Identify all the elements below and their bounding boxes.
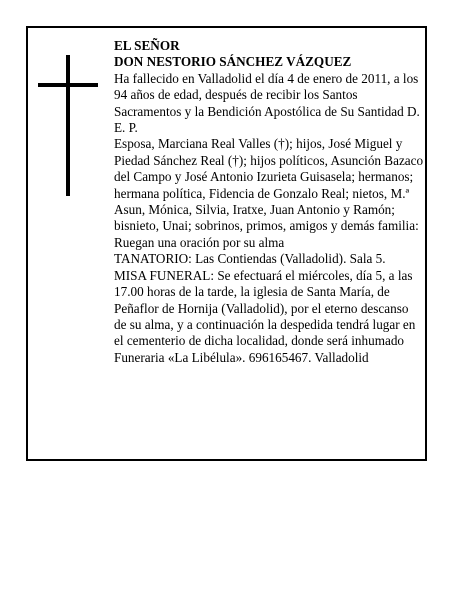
cross-vertical-bar xyxy=(66,55,70,196)
obituary-text xyxy=(114,38,424,366)
funeral-service-contact: Funeraria «La Libélula». 696165467. Valladolid xyxy=(114,349,369,365)
family-list: Esposa, Marciana Real Valles (†); hijos, José Miguel y Piedad Sánchez Real (†); hijos políticos, Asunción Bazaco del Campo y José Antonio Izurieta Guisasela; hermanos; hermana política, Fidencia de Gonzalo Real; nietos, M.ª Asun, Mónica, Silvia, Iratxe, Juan Antonio y Ramón; bisnieto, Unai; sobrinos, primos, amigos y demás familia: xyxy=(114,136,424,234)
funeral-mass-details: MISA FUNERAL: Se efectuará el miércoles, día 5, a las 17.00 horas de la tarde, la iglesia de Santa María, de Peñaflor de Hornija (Valladolid), por el eterno descanso de su alma, y a continuación la despedida tendrá lugar en el cementerio de dicha localidad, donde será inhumado xyxy=(114,267,416,349)
notice-heading-title: EL SEÑOR xyxy=(114,38,180,53)
death-announcement: Ha fallecido en Valladolid el día 4 de enero de 2011, a los 94 años de edad, después de recibir los Santos Sacramentos y la Bendición Apostólica de Su Santidad D. E. P. xyxy=(114,70,420,136)
cross-horizontal-bar xyxy=(38,83,98,87)
deceased-name: DON NESTORIO SÁNCHEZ VÁZQUEZ xyxy=(114,54,352,70)
funeral-home-location: TANATORIO: Las Contiendas (Valladolid). Sala 5. xyxy=(114,251,386,267)
prayer-request: Ruegan una oración por su alma xyxy=(114,234,285,250)
